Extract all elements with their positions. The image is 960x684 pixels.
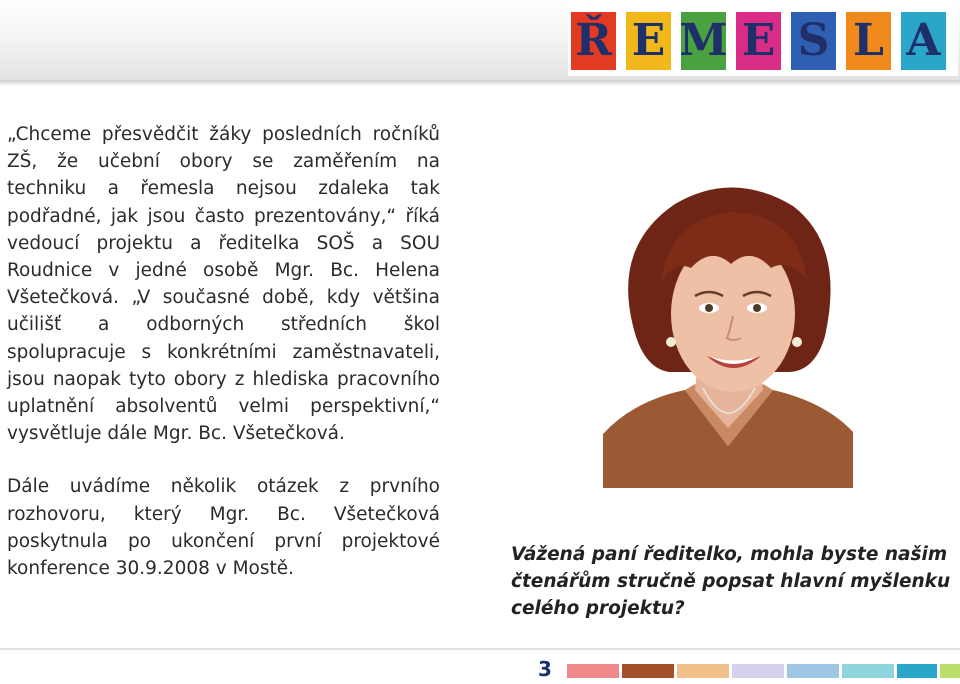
logo-letter: E <box>736 12 781 70</box>
footer-divider <box>0 648 960 650</box>
article-paragraph-intro: „Chceme přesvědčit žáky posledních ročníků ZŠ, že učební obory se zaměřením na techniku a řemesla nejsou zdaleka tak podřadné, jak jsou často prezentovány,“ říká vedoucí projektu a ředitelka SOŠ a SOU Roudnice v jedné osobě Mgr. Bc. Helena Všetečková. „V současné době, kdy většina učilišť a odborných středních škol spolupracuje s konkrétními zaměstnavateli, jsou naopak tyto obory z hlediska pracovního uplatnění absolventů velmi perspektivní,“ vysvětluje dále Mgr. Bc. Všetečková. <box>7 124 440 445</box>
logo-letter: L <box>846 12 891 70</box>
footer-color-bar <box>732 664 784 678</box>
header-shadow <box>0 80 960 86</box>
article-body <box>7 121 440 582</box>
interview-question: Vážená paní ředitelko, mohla byste našim čtenářům stručně popsat hlavní myšlenku celého projektu? <box>511 544 951 619</box>
logo-letter: E <box>626 12 671 70</box>
footer-color-bar <box>842 664 894 678</box>
footer-color-bar <box>622 664 674 678</box>
footer-color-bar <box>897 664 937 678</box>
footer-color-bar <box>787 664 839 678</box>
logo-letter: M <box>681 12 726 70</box>
footer-color-bar <box>567 664 619 678</box>
article-paragraph-interview: Dále uvádíme několik otázek z prvního rozhovoru, který Mgr. Bc. Všetečková poskytnula po ukončení první projektové konference 30.9.2008 v Mostě. <box>7 476 440 580</box>
footer-color-bar <box>677 664 729 678</box>
page-number: 3 <box>538 657 552 681</box>
remesla-logo <box>568 4 958 76</box>
footer-color-bar <box>940 664 960 678</box>
logo-letter: Ř <box>571 12 616 70</box>
logo-letter: S <box>791 12 836 70</box>
logo-letter: A <box>901 12 946 70</box>
portrait-photo <box>603 176 853 488</box>
